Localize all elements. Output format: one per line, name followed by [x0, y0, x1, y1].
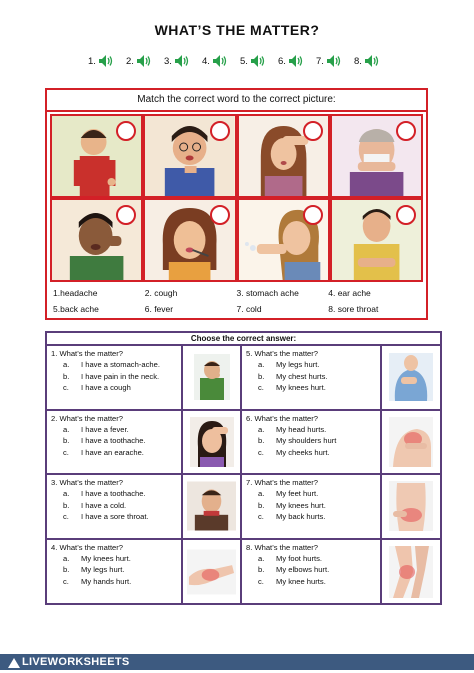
word-item: 1.headache [53, 288, 98, 298]
question-title: 8. What’s the matter? [246, 542, 319, 552]
answer-option[interactable]: a. I have a toothache. [63, 489, 146, 498]
word-item: 3. stomach ache [236, 288, 299, 298]
answer-option[interactable]: a. I have a fever. [63, 424, 129, 434]
audio-number: 4. [202, 55, 210, 67]
answer-circle[interactable] [210, 205, 230, 225]
question-cell [47, 475, 183, 540]
word-list [53, 288, 420, 314]
question-cell [242, 475, 382, 540]
question-cell [242, 346, 382, 411]
quiz-heading: Choose the correct answer: [47, 333, 440, 346]
question-title: 2. What’s the matter? [51, 413, 124, 423]
picture-grid [50, 114, 423, 282]
word-item: 6. fever [144, 304, 174, 314]
image-back-pain [382, 475, 440, 540]
audio-number: 1. [88, 55, 96, 67]
answer-option[interactable]: a. My knees hurt. [63, 553, 131, 563]
speaker-icon[interactable] [251, 55, 265, 67]
question-cell [242, 540, 382, 605]
answer-circle[interactable] [396, 205, 416, 225]
match-exercise [45, 88, 428, 320]
audio-row [88, 55, 392, 67]
speaker-icon[interactable] [289, 55, 303, 67]
question-title: 1. What’s the matter? [51, 349, 124, 358]
quiz-exercise [45, 331, 442, 605]
speaker-icon[interactable] [137, 55, 151, 67]
image-toothache-girl [183, 411, 242, 476]
liveworksheets-logo-icon [8, 657, 20, 667]
answer-circle[interactable] [303, 205, 323, 225]
answer-option[interactable]: b. My elbows hurt. [258, 565, 330, 574]
question-title: 4. What’s the matter? [51, 542, 124, 552]
picture-boy-holding-ear [50, 198, 143, 282]
answer-circle[interactable] [396, 121, 416, 141]
picture-boy-holding-arm [50, 114, 143, 198]
image-hand-pain [183, 540, 242, 605]
answer-option[interactable]: c. I have a cough [63, 383, 131, 392]
word-item: 5.back ache [53, 304, 99, 314]
answer-option[interactable]: c. My back hurts. [258, 512, 326, 521]
audio-item [240, 55, 278, 67]
audio-number: 5. [240, 55, 248, 67]
picture-man-covering-nose [330, 114, 423, 198]
image-chest-pain [382, 346, 440, 411]
answer-option[interactable]: c. I have an earache. [63, 447, 144, 457]
picture-woman-coughing [237, 198, 330, 282]
speaker-icon[interactable] [99, 55, 113, 67]
answer-option[interactable]: a. I have a stomach-ache. [63, 360, 160, 369]
audio-item [126, 55, 164, 67]
word-item: 8. sore throat [328, 304, 379, 314]
audio-number: 3. [164, 55, 172, 67]
answer-option[interactable]: b. My knees hurt. [258, 500, 326, 510]
answer-circle[interactable] [210, 121, 230, 141]
answer-option[interactable]: a. My feet hurt. [258, 489, 319, 498]
speaker-icon[interactable] [175, 55, 189, 67]
image-sore-throat-man [183, 475, 242, 540]
answer-option[interactable]: b. My shoulders hurt [258, 436, 337, 445]
answer-option[interactable]: b. I have a toothache. [63, 436, 146, 445]
audio-item [88, 55, 126, 67]
speaker-icon[interactable] [213, 55, 227, 67]
question-title: 3. What’s the matter? [51, 478, 124, 487]
question-title: 7. What’s the matter? [246, 478, 319, 487]
answer-circle[interactable] [303, 121, 323, 141]
audio-number: 2. [126, 55, 134, 67]
picture-woman-holding-forehead [237, 114, 330, 198]
image-knee-pain [382, 540, 440, 605]
question-cell [242, 411, 382, 476]
speaker-icon[interactable] [327, 55, 341, 67]
speaker-icon[interactable] [365, 55, 379, 67]
image-coughing-boy [183, 346, 242, 411]
audio-item [278, 55, 316, 67]
picture-boy-holding-stomach [330, 198, 423, 282]
audio-item [316, 55, 354, 67]
answer-option[interactable]: c. My hands hurt. [63, 576, 132, 586]
question-cell [47, 540, 183, 605]
answer-option[interactable]: a. My legs hurt. [258, 360, 320, 369]
audio-number: 7. [316, 55, 324, 67]
word-item: 7. cold [236, 304, 262, 314]
answer-option[interactable]: c. My knees hurt. [258, 383, 326, 392]
question-cell [47, 411, 183, 476]
answer-option[interactable]: b. My chest hurts. [258, 371, 328, 381]
answer-option[interactable]: b. I have pain in the neck. [63, 371, 160, 381]
footer-brand: LIVEWORKSHEETS [22, 656, 130, 668]
audio-item [202, 55, 240, 67]
audio-number: 6. [278, 55, 286, 67]
audio-item [354, 55, 392, 67]
image-shoulder-pain [382, 411, 440, 476]
question-title: 5. What’s the matter? [246, 349, 319, 358]
answer-option[interactable]: c. My cheeks hurt. [258, 447, 330, 457]
answer-option[interactable]: a. My foot hurts. [258, 553, 323, 563]
worksheet-title: WHAT’S THE MATTER? [154, 22, 320, 38]
question-cell [47, 346, 183, 411]
word-item: 2. cough [144, 288, 178, 298]
quiz-grid [47, 346, 440, 604]
question-title: 6. What’s the matter? [246, 413, 319, 423]
audio-number: 8. [354, 55, 362, 67]
answer-option[interactable]: c. I have a sore throat. [63, 512, 149, 521]
answer-option[interactable]: b. I have a cold. [63, 500, 127, 510]
footer-banner [0, 654, 474, 670]
word-item: 4. ear ache [328, 288, 371, 298]
answer-option[interactable]: b. My legs hurt. [63, 565, 125, 574]
answer-option[interactable]: a. My head hurts. [258, 424, 327, 434]
picture-boy-holding-throat [143, 114, 236, 198]
answer-option[interactable]: c. My knee hurts. [258, 576, 326, 586]
audio-item [164, 55, 202, 67]
picture-girl-with-thermometer [143, 198, 236, 282]
match-heading: Match the correct word to the correct picture: [47, 90, 426, 112]
